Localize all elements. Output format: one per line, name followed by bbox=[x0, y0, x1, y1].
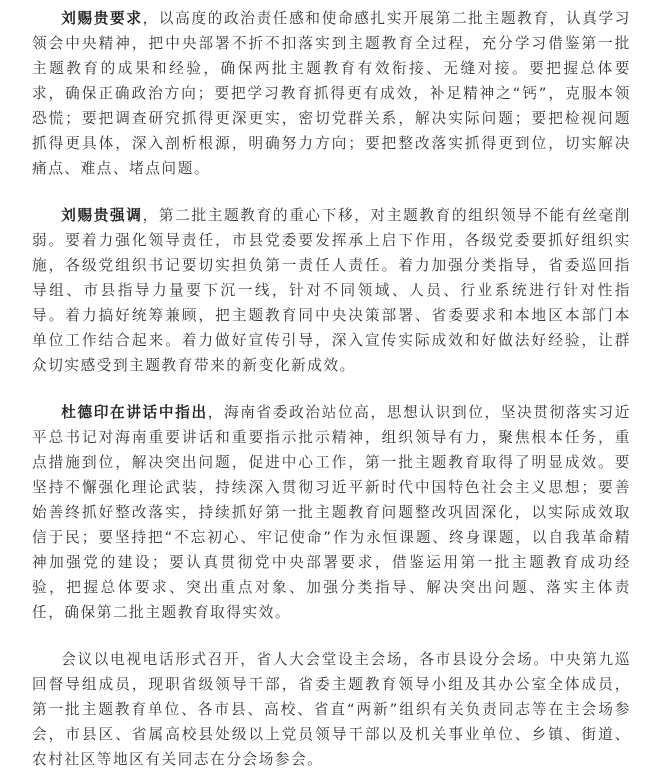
paragraph-liu-emphasis bbox=[32, 203, 631, 378]
paragraph-text: ，海南省委政治站位高，思想认识到位，坚决贯彻落实习近平总书记对海南重要讲话和重要指示批示精神，组织领导有力，聚焦根本任务，重点措施到位，解决突出问题，促进中心工作，第一批主题教育取得了明显成效。要坚持不懈强化理论武装，持续深入贯彻习近平新时代中国特色社会主义思想；要善始善终抓好整改落实，持续抓好第一批主题教育问题整改巩固深化，以实际成效取信于民；要坚持把“不忘初心、牢记使命”作为永恒课题、终身课题，以自我革命精神加强党的建设；要认真贯彻党中央部署要求，借鉴运用第一批主题教育成功经验，把握总体要求、突出重点对象、加强分类指导、解决突出问题、落实主体责任，确保第二批主题教育取得实效。 bbox=[32, 404, 631, 621]
paragraph-liu-requirements bbox=[32, 6, 631, 181]
speaker-lead: 刘赐贵强调 bbox=[61, 207, 143, 224]
paragraph-du-speech bbox=[32, 400, 631, 625]
paragraph-text: ，以高度的政治责任感和使命感扎实开展第二批主题教育，认真学习领会中央精神，把中央部署不折不扣落实到主题教育全过程，充分学习借鉴第一批主题教育的成果和经验，确保两批主题教育有效衔接、无缝对接。要把握总体要求，确保正确政治方向；要把学习教育抓得更有成效，补足精神之“钙”，克服本领恐慌；要把调查研究抓得更深更实，密切党群关系，解决实际问题；要把检视问题抓得更具体，深入剖析根源，明确努力方向；要把整改落实抓得更到位，切实解决痛点、难点、堵点问题。 bbox=[32, 10, 631, 177]
speaker-lead: 刘赐贵要求 bbox=[61, 10, 143, 27]
paragraph-meeting-format bbox=[32, 647, 631, 772]
speaker-lead: 杜德印在讲话中指出 bbox=[61, 404, 208, 421]
paragraph-text: 会议以电视电话形式召开，省人大会堂设主会场，各市县设分会场。中央第九巡回督导组成员，现职省级领导干部，省委主题教育领导小组及其办公室全体成员，第一批主题教育单位、各市县、高校、省直“两新”组织有关负责同志等在主会场参会，市县区、省属高校县处级以上党员领导干部以及机关事业单位、乡镇、街道、农村社区等地区有关同志在分会场参会。 bbox=[32, 651, 631, 768]
paragraph-text: ，第二批主题教育的重心下移，对主题教育的组织领导不能有丝毫削弱。要着力强化领导责任，市县党委要发挥承上启下作用，各级党委要抓好组织实施，各级党组织书记要切实担负第一责任人责任。着力加强分类指导，省委巡回指导组、市县指导力量要下沉一线，针对不同领域、人员、行业系统进行针对性指导。着力搞好统筹兼顾，把主题教育同中央决策部署、省委要求和本地区本部门本单位工作结合起来。着力做好宣传引导，深入宣传实际成效和好做法好经验，让群众切实感受到主题教育带来的新变化新成效。 bbox=[32, 207, 631, 374]
